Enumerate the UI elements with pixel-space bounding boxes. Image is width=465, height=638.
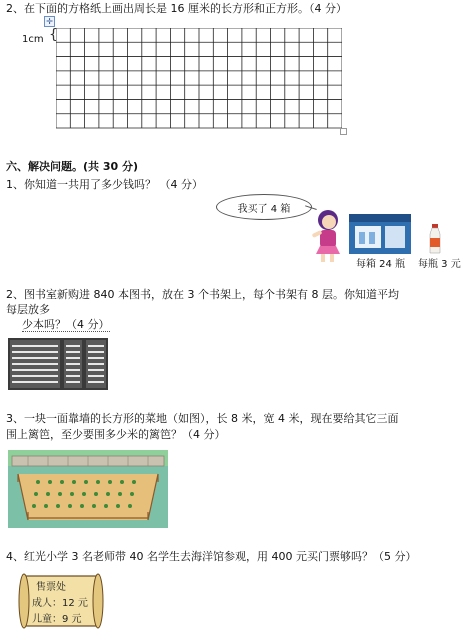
girl-illustration <box>308 208 346 264</box>
child-price: 儿童：9 元 <box>32 614 82 625</box>
problem4-prompt: 4、红光小学 3 名老师带 40 名学生去海洋馆参观，用 400 元买门票够吗？（5 分） <box>6 550 417 563</box>
resize-handle[interactable] <box>340 128 347 135</box>
bookshelves-illustration <box>8 338 108 390</box>
problem2-line3 <box>22 318 110 332</box>
q2-prompt: 2、在下面的方格纸上画出周长是 16 厘米的长方形和正方形。（4 分） <box>6 2 347 15</box>
milk-case-illustration <box>347 212 413 256</box>
move-cross-icon[interactable]: ✛ <box>44 16 55 27</box>
problem3-line2: 围上篱笆，至少要围多少米的篱笆？（4 分） <box>6 428 226 441</box>
unit-label: 1cm <box>22 34 44 45</box>
box-caption: 每箱 24 瓶 <box>356 259 406 270</box>
milk-bottle-illustration <box>428 224 442 254</box>
problem3-line1: 3、一块一面靠墙的长方形的菜地（如图），长 8 米，宽 4 米，现在要给其它三面 <box>6 412 399 425</box>
problem2-line2: 每层放多 <box>6 303 50 316</box>
sign-title: 售票处 <box>36 582 66 593</box>
problem2-line3-text: 少本吗？（4 分） <box>22 318 110 331</box>
problem2-line1: 2、图书室新购进 840 本图书，放在 3 个书架上，每个书架有 8 层。你知道平均 <box>6 288 399 301</box>
bottle-caption: 每瓶 3 元 <box>418 259 461 270</box>
vegetable-garden-illustration <box>8 450 168 528</box>
brace-icon: { <box>49 27 58 43</box>
speech-text: 我买了 4 箱 <box>237 204 291 215</box>
grid-paper[interactable] <box>56 28 342 130</box>
adult-price: 成人：12 元 <box>32 598 88 609</box>
problem1-prompt: 1、你知道一共用了多少钱吗？ （4 分） <box>6 178 203 191</box>
section-heading: 六、解决问题。(共 30 分) <box>6 160 139 173</box>
speech-bubble <box>216 194 312 220</box>
